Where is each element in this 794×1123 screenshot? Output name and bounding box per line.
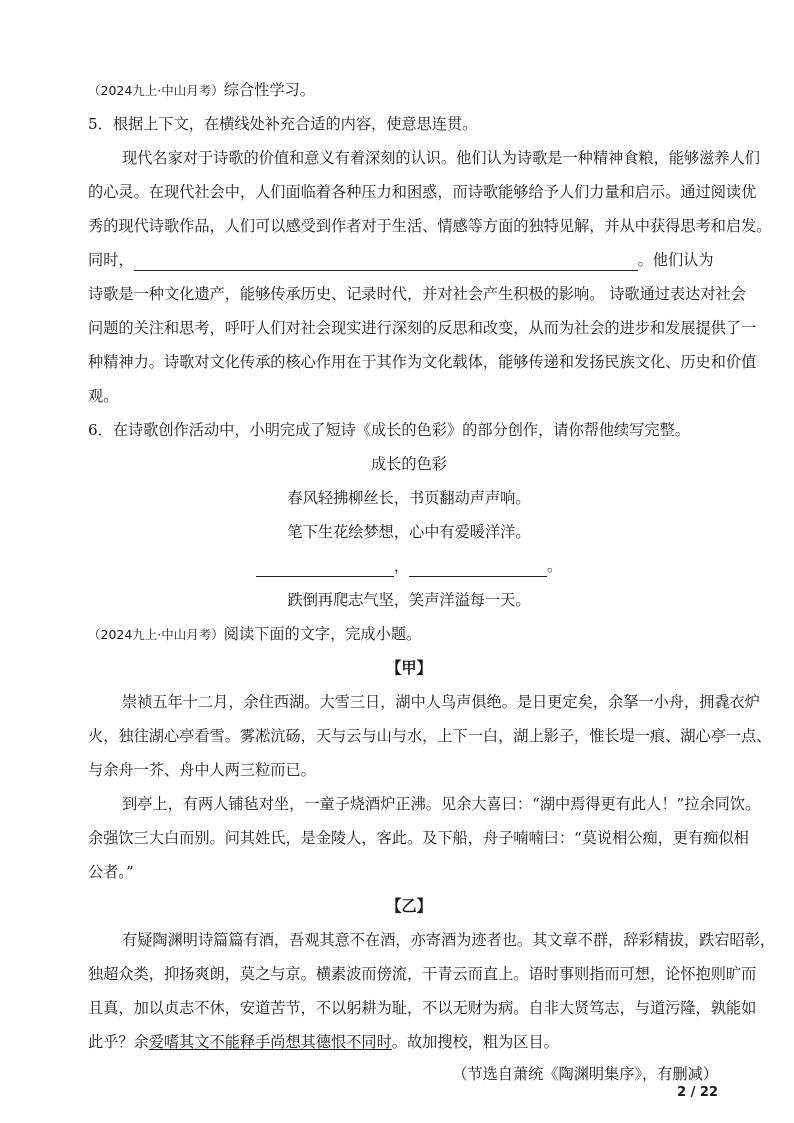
question-source: （2024九上·中山月考） bbox=[88, 627, 224, 642]
passage-line: 有疑陶渊明诗篇篇有酒，吾观其意不在酒，亦寄酒为迹者也。其文章不群，辞彩精拔，跌宕昭彰， bbox=[122, 931, 776, 949]
reading-intro bbox=[88, 623, 421, 646]
section-intro bbox=[88, 79, 315, 102]
passage-line: 且真，加以贞志不休，安道苦节，不以躬耕为耻，不以无财为病。自非大贤笃志，与道污隆，孰能如 bbox=[88, 999, 757, 1017]
question-source: （2024九上·中山月考） bbox=[88, 83, 224, 98]
passage-line: 公者。” bbox=[88, 863, 134, 881]
answer-blank[interactable] bbox=[134, 255, 638, 271]
passage-line: 到亭上，有两人铺毡对坐，一童子烧酒炉正沸。见余大喜曰：“湖中焉得更有此人！”拉余同饮。 bbox=[122, 795, 761, 813]
passage-line: 火，独往湖心亭看雪。雾凇沆砀，天与云与山与水，上下一白，湖上影子，惟长堤一痕、湖心亭一点、 bbox=[88, 727, 772, 745]
poem-title: 成长的色彩 bbox=[371, 455, 447, 473]
text-jia-title: 【甲】 bbox=[386, 659, 432, 677]
passage-text: 同时， bbox=[88, 251, 134, 269]
poem-line: 笔下生花绘梦想，心中有爱暖洋洋。 bbox=[287, 523, 531, 541]
passage-line: 现代名家对于诗歌的价值和意义有着深刻的认识。他们认为诗歌是一种精神食粮，能够滋养人们 bbox=[122, 149, 760, 167]
citation: （节选自萧统《陶渊明集序》，有删减） bbox=[452, 1065, 718, 1083]
passage-line: 诗歌是一种文化遗产，能够传承历史、记录时代，并对社会产生积极的影响。 诗歌通过表达对社会 bbox=[88, 285, 746, 303]
passage-line: 秀的现代诗歌作品，人们可以感受到作者对于生活、情感等方面的独特见解，并从中获得思考和启发。 bbox=[88, 217, 772, 235]
passage-line: 问题的关注和思考，呼吁人们对社会现实进行深刻的反思和改变，从而为社会的进步和发展提供了一 bbox=[88, 319, 757, 337]
passage-line: 种精神力。诗歌对文化传承的核心作用在于其作为文化载体，能够传递和发扬民族文化、历史和价值 bbox=[88, 353, 757, 371]
passage-line: 的心灵。在现代社会中，人们面临着各种压力和困惑，而诗歌能够给予人们力量和启示。通过阅读优 bbox=[88, 183, 757, 201]
passage-text: 。故加搜校，粗为区目。 bbox=[391, 1033, 559, 1051]
poem-line: 跌倒再爬志气坚，笑声洋溢每一天。 bbox=[287, 591, 531, 609]
answer-blank[interactable] bbox=[409, 561, 547, 577]
passage-line: 与余舟一芥、舟中人两三粒而已。 bbox=[88, 761, 316, 779]
passage-line-with-blank bbox=[88, 249, 714, 271]
reading-prompt: 阅读下面的文字，完成小题。 bbox=[223, 625, 422, 643]
question-5-stem: 5．根据上下文，在横线处补充合适的内容，使意思连贯。 bbox=[88, 115, 478, 133]
passage-text: 此乎？余 bbox=[88, 1033, 149, 1051]
answer-blank[interactable] bbox=[256, 561, 394, 577]
poem-punct: 。 bbox=[547, 557, 563, 575]
underlined-sentence: 爱嗜其文不能释手尚想其德恨不同时 bbox=[148, 1033, 392, 1051]
passage-line: 观。 bbox=[88, 387, 119, 405]
poem-punct: ， bbox=[393, 557, 409, 575]
page-number: 2 / 22 bbox=[677, 1085, 718, 1100]
text-yi-title: 【乙】 bbox=[386, 897, 432, 915]
section-intro-text: 综合性学习。 bbox=[223, 81, 315, 99]
poem-line: 春风轻拂柳丝长，书页翻动声声响。 bbox=[287, 489, 531, 507]
passage-line: 独超众类，抑扬爽朗，莫之与京。横素波而傍流，干青云而直上。语时事则指而可想，论怀抱则旷而 bbox=[88, 965, 757, 983]
poem-line-blanks bbox=[88, 555, 730, 577]
question-6-stem: 6．在诗歌创作活动中，小明完成了短诗《成长的色彩》的部分创作，请你帮他续写完整。 bbox=[88, 421, 690, 439]
passage-line-underlined bbox=[88, 1031, 559, 1053]
passage-line: 崇祯五年十二月，余住西湖。大雪三日，湖中人鸟声俱绝。是日更定矣，余拏一小舟，拥毳衣炉 bbox=[122, 693, 760, 711]
passage-text: 。他们认为 bbox=[637, 251, 714, 269]
passage-line: 余强饮三大白而别。问其姓氏，是金陵人，客此。及下船，舟子喃喃曰：“莫说相公痴，更有痴似相 bbox=[88, 829, 749, 847]
